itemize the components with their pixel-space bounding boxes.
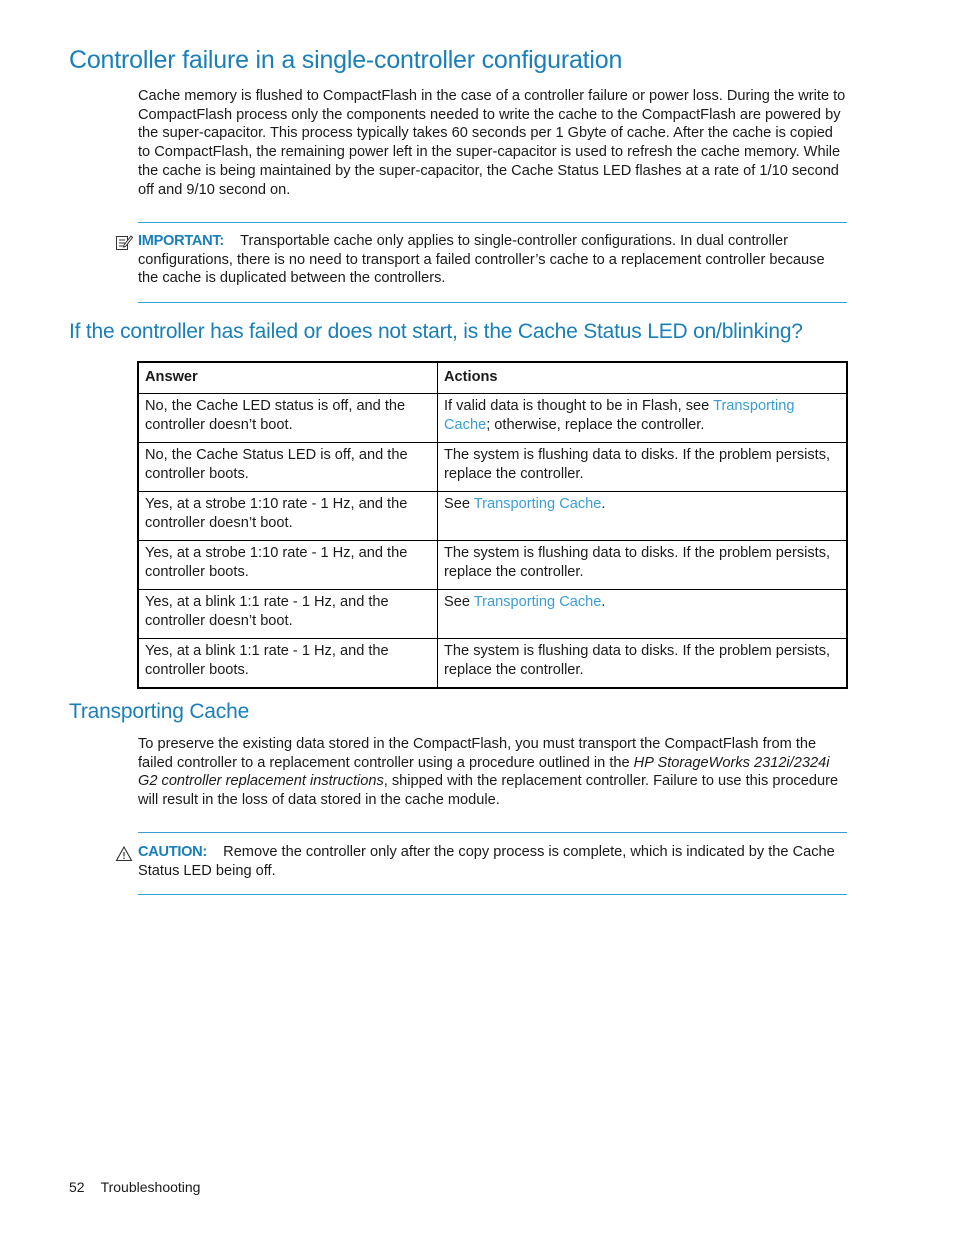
transporting-cache-link[interactable]: Transporting Cache — [444, 398, 795, 433]
table-row — [138, 492, 847, 541]
table-row — [138, 394, 847, 443]
caution-text: Remove the controller only after the copy process is complete, which is indicated by the Cache Status LED being off. — [138, 844, 835, 879]
caution-top-rule — [138, 832, 847, 833]
answer-cell: Yes, at a strobe 1:10 rate - 1 Hz, and the controller doesn’t boot. — [138, 492, 438, 541]
led-status-table — [137, 361, 848, 689]
replacement-instructions-title: HP StorageWorks 2312i/2324i G2 controller replacement instructions — [138, 754, 830, 790]
important-text: Transportable cache only applies to single-controller configurations. In dual controller configurations, there is no need to transport a failed controller’s cache to a replacement controller because the cache is duplicated between the controllers. — [138, 233, 825, 287]
table-row — [138, 639, 847, 689]
answer-cell: Yes, at a strobe 1:10 rate - 1 Hz, and the controller boots. — [138, 541, 438, 590]
table-row — [138, 443, 847, 492]
important-label: IMPORTANT: — [138, 233, 224, 249]
footer-section: Troubleshooting — [100, 1179, 201, 1195]
intro-paragraph: Cache memory is flushed to CompactFlash in the case of a controller failure or power loss. During the write to CompactFlash process only the components needed to write the cache to the CompactFlash are powered by the super-capacitor. This process typically takes 60 seconds per 1 Gbyte of cache. After the cache is copied to CompactFlash, the remaining power left in the super-capacitor is used to refresh the cache memory. While the cache is being maintained by the super-capacitor, the Cache Status LED flashes at a rate of 1/10 second off and 9/10 second on. — [138, 88, 846, 198]
action-cell: The system is flushing data to disks. If the problem persists, replace the controller. — [438, 639, 848, 689]
action-cell: See Transporting Cache. — [438, 590, 848, 639]
transporting-cache-link[interactable]: Transporting Cache — [473, 594, 602, 610]
page-number: 52 — [69, 1179, 85, 1195]
warning-triangle-icon — [115, 845, 133, 863]
answer-cell: No, the Cache LED status is off, and the controller doesn’t boot. — [138, 394, 438, 443]
note-icon — [115, 233, 133, 251]
page-footer — [69, 1179, 200, 1195]
transporting-cache-link[interactable]: Transporting Cache — [473, 496, 602, 512]
section-heading-transporting-cache: Transporting Cache — [69, 700, 250, 723]
action-cell: If valid data is thought to be in Flash, see Transporting Cache; otherwise, replace the controller. — [438, 394, 848, 443]
table-row — [138, 541, 847, 590]
section-heading-led: If the controller has failed or does not start, is the Cache Status LED on/blinking? — [69, 320, 803, 343]
column-header-answer: Answer — [138, 362, 438, 394]
action-cell: See Transporting Cache. — [438, 492, 848, 541]
table-header-row — [138, 362, 847, 394]
table-row — [138, 590, 847, 639]
action-cell: The system is flushing data to disks. If the problem persists, replace the controller. — [438, 541, 848, 590]
caution-label: CAUTION: — [138, 844, 207, 860]
column-header-actions: Actions — [438, 362, 848, 394]
caution-callout — [138, 843, 848, 880]
transport-paragraph: To preserve the existing data stored in the CompactFlash, you must transport the CompactFlash from the failed controller to a replacement controller using a procedure outlined in the HP StorageWorks 2312i/2324i G2 controller replacement instructions, shipped with the replacement controller. Failure to use this procedure will result in the loss of data stored in the cache module. — [138, 736, 839, 809]
action-cell: The system is flushing data to disks. If the problem persists, replace the controller. — [438, 443, 848, 492]
caution-bottom-rule — [138, 894, 847, 895]
answer-cell: Yes, at a blink 1:1 rate - 1 Hz, and the controller boots. — [138, 639, 438, 689]
answer-cell: Yes, at a blink 1:1 rate - 1 Hz, and the controller doesn’t boot. — [138, 590, 438, 639]
callout-top-rule — [138, 222, 847, 223]
important-callout — [138, 232, 848, 288]
page-title: Controller failure in a single-controller configuration — [69, 46, 623, 74]
callout-bottom-rule — [138, 302, 847, 303]
answer-cell: No, the Cache Status LED is off, and the controller boots. — [138, 443, 438, 492]
